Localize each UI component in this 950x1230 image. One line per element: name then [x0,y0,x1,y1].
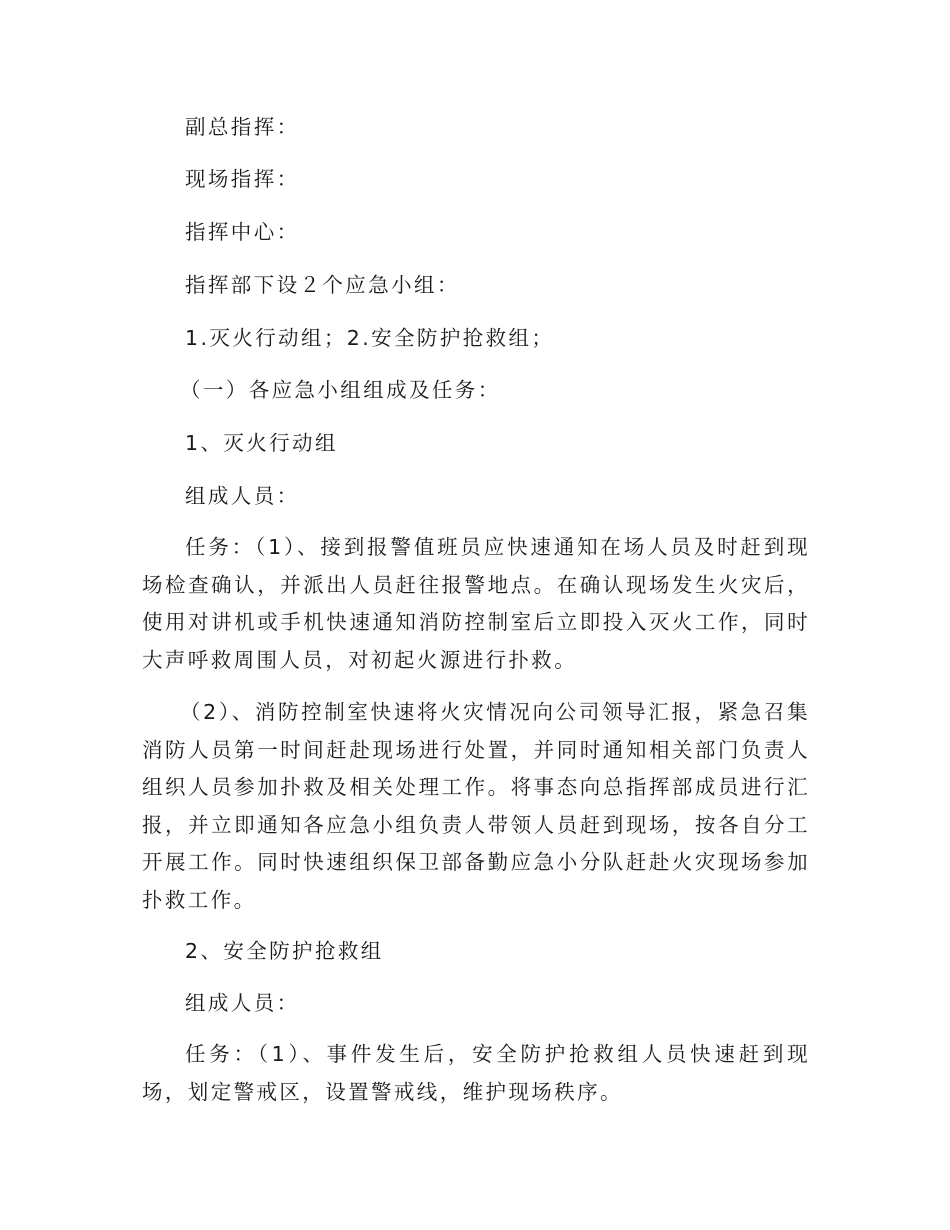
deputy-commander-line: 副总指挥： [185,115,300,139]
group2-task1-paragraph: 任务：（1）、事件发生后，安全防护抢救组人员快速赶到现场，划定警戒区，设置警戒线，维护现场秩序。 [142,1042,810,1104]
group1-task1-paragraph: 任务：（1）、接到报警值班员应快速通知在场人员及时赶到现场检查确认，并派出人员赶往报警地点。在确认现场发生火灾后，使用对讲机或手机快速通知消防控制室后立即投入灭火工作，同时大声呼救周围人员，对初起火源进行扑救。 [142,535,810,672]
group2-members-line: 组成人员： [185,991,300,1015]
command-center-line: 指挥中心： [185,220,300,244]
group1-title: 1、灭火行动组 [185,431,338,455]
group2-title: 2、安全防护抢救组 [185,939,384,963]
groups-intro-line: 指挥部下设２个应急小组： [185,273,460,297]
onsite-commander-line: 现场指挥： [185,167,300,191]
group1-members-line: 组成人员： [185,484,300,508]
groups-list-line: 1.灭火行动组；2.安全防护抢救组； [185,326,555,350]
section-heading: （一）各应急小组组成及任务： [180,378,501,402]
group1-task2-paragraph: （2）、消防控制室快速将火灾情况向公司领导汇报，紧急召集消防人员第一时间赶赴现场进行处置，并同时通知相关部门负责人组织人员参加扑救及相关处理工作。将事态向总指挥部成员进行汇报，并立即通知各应急小组负责人带领人员赶到现场，按各自分工开展工作。同时快速组织保卫部备勤应急小分队赶赴火灾现场参加扑救工作。 [142,700,810,912]
